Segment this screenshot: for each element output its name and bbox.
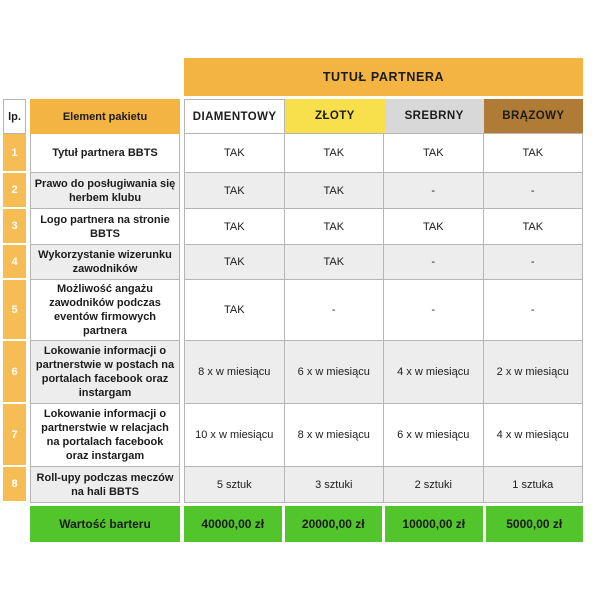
cell-brazowy: 2 x w miesiącu <box>484 341 584 404</box>
row-label: Prawo do posługiwania się herbem klubu <box>30 173 180 209</box>
cell-brazowy: 4 x w miesiącu <box>484 404 584 467</box>
cell-diamentowy: TAK <box>184 173 285 209</box>
cell-diamentowy: TAK <box>184 209 285 245</box>
cell-srebrny: 6 x w miesiącu <box>384 404 484 467</box>
cell-srebrny: - <box>384 280 484 341</box>
row-label: Roll-upy podczas meczów na hali BBTS <box>30 467 180 503</box>
table-row <box>3 341 583 404</box>
cell-zloty: 8 x w miesiącu <box>285 404 385 467</box>
row-label: Wykorzystanie wizerunku zawodników <box>30 245 180 280</box>
row-number: 5 <box>3 280 26 341</box>
table-footer-row <box>3 506 583 542</box>
cell-diamentowy: TAK <box>184 280 285 341</box>
table-row <box>3 467 583 503</box>
table-row <box>3 280 583 341</box>
cell-srebrny: TAK <box>384 209 484 245</box>
cell-diamentowy: TAK <box>184 134 285 173</box>
header-tier-brazowy: BRĄZOWY <box>484 99 583 134</box>
cell-zloty: 6 x w miesiącu <box>285 341 385 404</box>
row-label: Tytuł partnera BBTS <box>30 134 180 173</box>
header-tier-diamentowy: DIAMENTOWY <box>184 99 285 134</box>
row-number: 3 <box>3 209 26 245</box>
row-number: 7 <box>3 404 26 467</box>
table-header-row <box>3 99 583 134</box>
footer-value-diamentowy: 40000,00 zł <box>184 506 282 542</box>
cell-srebrny: 4 x w miesiącu <box>384 341 484 404</box>
cell-srebrny: - <box>384 245 484 280</box>
cell-zloty: TAK <box>285 245 385 280</box>
cell-diamentowy: TAK <box>184 245 285 280</box>
cell-zloty: TAK <box>285 134 385 173</box>
cell-diamentowy: 5 sztuk <box>184 467 285 503</box>
cell-brazowy: - <box>484 245 584 280</box>
header-tier-zloty: ZŁOTY <box>285 99 384 134</box>
footer-label-wartosc-barteru: Wartość barteru <box>30 506 180 542</box>
cell-zloty: - <box>285 280 385 341</box>
cell-brazowy: 1 sztuka <box>484 467 584 503</box>
table-row <box>3 134 583 173</box>
row-number: 4 <box>3 245 26 280</box>
header-tier-srebrny: SREBRNY <box>385 99 484 134</box>
cell-brazowy: TAK <box>484 134 584 173</box>
table-row <box>3 404 583 467</box>
cell-diamentowy: 8 x w miesiącu <box>184 341 285 404</box>
header-lp: lp. <box>3 99 26 134</box>
table-row <box>3 245 583 280</box>
footer-spacer <box>3 506 26 542</box>
footer-value-srebrny: 10000,00 zł <box>382 506 483 542</box>
header-element-pakietu: Element pakietu <box>30 99 180 134</box>
cell-zloty: 3 sztuki <box>285 467 385 503</box>
cell-brazowy: - <box>484 280 584 341</box>
row-number: 8 <box>3 467 26 503</box>
row-label: Możliwość angażu zawodników podczas eventów firmowych partnera <box>30 280 180 341</box>
row-number: 2 <box>3 173 26 209</box>
footer-value-brazowy: 5000,00 zł <box>483 506 584 542</box>
table-row <box>3 173 583 209</box>
row-number: 1 <box>3 134 26 173</box>
cell-brazowy: TAK <box>484 209 584 245</box>
cell-srebrny: 2 sztuki <box>384 467 484 503</box>
cell-srebrny: - <box>384 173 484 209</box>
table-row <box>3 209 583 245</box>
cell-diamentowy: 10 x w miesiącu <box>184 404 285 467</box>
cell-zloty: TAK <box>285 173 385 209</box>
row-number: 6 <box>3 341 26 404</box>
cell-brazowy: - <box>484 173 584 209</box>
footer-value-zloty: 20000,00 zł <box>282 506 383 542</box>
row-label: Logo partnera na stronie BBTS <box>30 209 180 245</box>
row-label: Lokowanie informacji o partnerstwie w relacjach na portalach facebook oraz instargam <box>30 404 180 467</box>
cell-srebrny: TAK <box>384 134 484 173</box>
partner-packages-table <box>3 58 583 542</box>
cell-zloty: TAK <box>285 209 385 245</box>
banner-tutul-partnera: TUTUŁ PARTNERA <box>184 58 583 96</box>
row-label: Lokowanie informacji o partnerstwie w postach na portalach facebook oraz instargam <box>30 341 180 404</box>
